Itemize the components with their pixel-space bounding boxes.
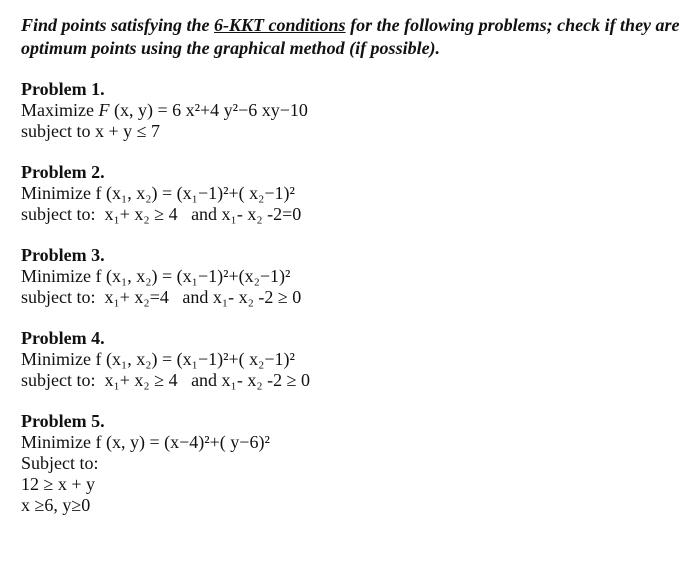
problem-title: Problem 3. — [21, 245, 105, 265]
problem-title: Problem 5. — [21, 411, 105, 431]
problem-2 — [21, 162, 687, 225]
problem-1 — [21, 79, 687, 142]
instructions-part1: Find points satisfying the — [21, 15, 215, 35]
problem-title: Problem 1. — [21, 79, 105, 99]
objective: Minimize f (x₁, x₂) = (x₁−1)²+( x₂−1)² — [21, 349, 295, 369]
constraint-header: Subject to: — [21, 453, 99, 473]
function-name: F — [98, 100, 110, 120]
constraint: subject to: x₁+ x₂ ≥ 4 and x₁- x₂ -2 ≥ 0 — [21, 370, 310, 390]
constraint: subject to: x₁+ x₂ ≥ 4 and x₁- x₂ -2=0 — [21, 204, 302, 224]
problem-3 — [21, 245, 687, 308]
problem-title: Problem 2. — [21, 162, 105, 182]
kkt-conditions-underlined: 6-KKT conditions — [214, 15, 346, 35]
objective: Minimize f (x₁, x₂) = (x₁−1)²+(x₂−1)² — [21, 266, 291, 286]
instructions — [21, 14, 687, 60]
constraint: 12 ≥ x + y — [21, 474, 96, 494]
objective: Minimize f (x₁, x₂) = (x₁−1)²+( x₂−1)² — [21, 183, 295, 203]
problem-5 — [21, 411, 687, 516]
constraint: x ≥6, y≥0 — [21, 495, 91, 515]
objective: Minimize f (x, y) = (x−4)²+( y−6)² — [21, 432, 270, 452]
document-page — [21, 14, 687, 516]
constraint: subject to: x₁+ x₂=4 and x₁- x₂ -2 ≥ 0 — [21, 287, 302, 307]
problem-4 — [21, 328, 687, 391]
problem-title: Problem 4. — [21, 328, 105, 348]
constraint: subject to x + y ≤ 7 — [21, 121, 161, 141]
objective: Maximize F (x, y) = 6 x²+4 y²−6 xy−10 — [21, 100, 308, 120]
instructions-part2: for the following problems; check if they are optimum points using the graphical method (if possible). — [21, 15, 680, 58]
